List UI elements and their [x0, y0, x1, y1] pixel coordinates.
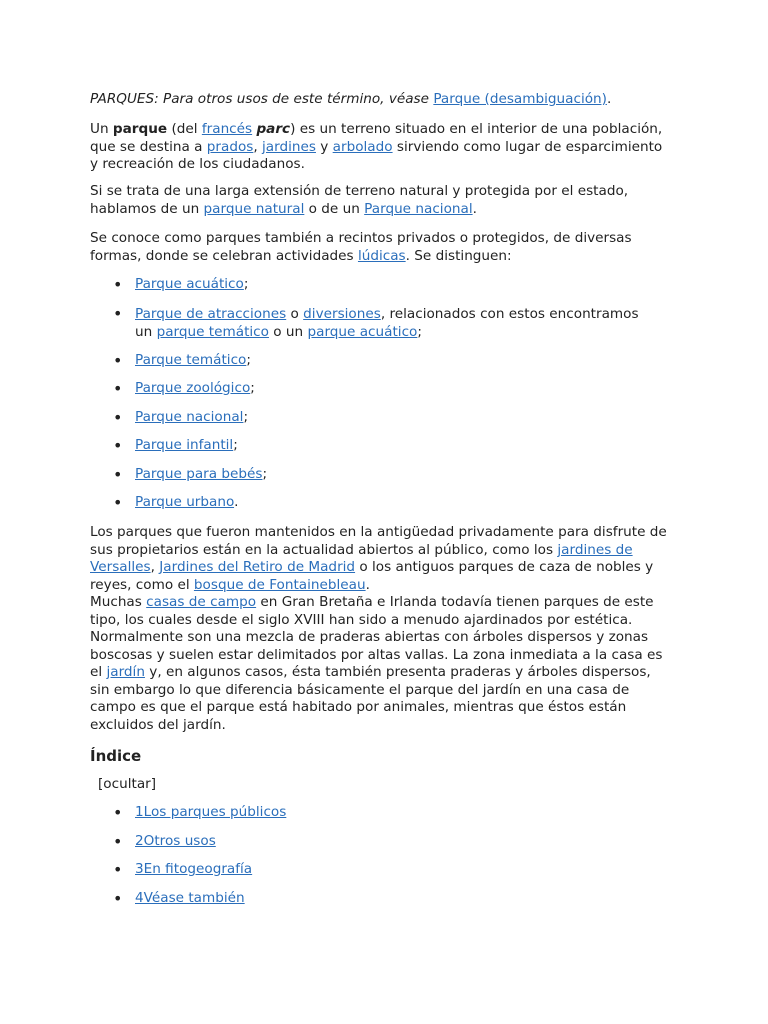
toc-toggle-label: [ocultar] — [98, 776, 157, 792]
text-line: excluidos del jardín. — [90, 716, 226, 733]
link-versalles[interactable]: Versalles — [90, 559, 151, 575]
list-item — [113, 276, 703, 294]
link-parque-natural[interactable]: parque natural — [203, 200, 305, 217]
text: . — [472, 200, 477, 217]
text: ) es un terreno situado en el interior de una población, — [290, 121, 663, 137]
text: reyes, como el — [90, 576, 194, 593]
link-jardines-del-retiro[interactable]: Jardines del Retiro de Madrid — [159, 559, 356, 575]
paragraph-natural — [90, 183, 690, 218]
text-line: boscosas y suelen estar delimitados por altas vallas. La zona inmediata a la casa es — [90, 646, 663, 663]
paragraph-history — [90, 524, 690, 734]
text: en Gran Bretaña e Irlanda todavía tienen parques de este — [256, 594, 654, 610]
link-parque-zoologico[interactable]: Parque zoológico — [135, 380, 251, 396]
link-bosque-de-fontainebleau[interactable]: bosque de Fontainebleau — [193, 576, 366, 593]
text-line: Si se trata de una larga extensión de terreno natural y protegida por el estado, — [90, 183, 629, 199]
toc-heading: Índice — [90, 747, 142, 765]
toc-link-parques-publicos[interactable]: 1Los parques públicos — [135, 804, 287, 820]
link-jardin[interactable]: jardín — [106, 664, 145, 680]
text: Un — [90, 121, 113, 137]
toc-link-fitogeografia[interactable]: 3En fitogeografía — [135, 861, 253, 877]
link-jardines-de-versalles[interactable]: jardines de — [557, 541, 633, 558]
text: o — [286, 305, 304, 322]
link-parque-acuatico-2[interactable]: parque acuático — [307, 323, 418, 340]
link-ludicas[interactable]: lúdicas — [357, 247, 406, 264]
text: . — [365, 576, 370, 593]
text: , — [150, 559, 160, 575]
text: ; — [233, 437, 238, 453]
link-parque-tematico[interactable]: parque temático — [156, 323, 269, 340]
text: que se destina a — [90, 138, 207, 155]
text: y — [315, 138, 333, 155]
paragraph-definition — [90, 121, 690, 174]
toc-list — [113, 804, 703, 907]
toc-item — [113, 804, 703, 822]
link-frances[interactable]: francés — [201, 121, 253, 137]
note-text: PARQUES: Para otros usos de este término, véase — [90, 91, 434, 107]
text: , — [253, 138, 263, 155]
list-item — [113, 352, 703, 370]
link-parque-de-atracciones[interactable]: Parque de atracciones — [135, 305, 287, 322]
text: o un — [268, 323, 308, 340]
text-line: campo es que el parque está habitado por animales, mientras que éstos están — [90, 699, 627, 715]
text: Muchas — [90, 594, 147, 610]
text-line: tipo, los cuales desde el siglo XVIII han sido a menudo ajardinados por estética. — [90, 611, 633, 628]
term-parc: parc — [256, 121, 291, 137]
disambiguation-note — [90, 91, 690, 109]
link-parque-infantil[interactable]: Parque infantil — [135, 437, 234, 453]
text: (del — [167, 121, 202, 137]
text: sus propietarios están en la actualidad abiertos al público, como los — [90, 541, 558, 558]
text: el — [90, 664, 107, 680]
link-parque-nacional[interactable]: Parque nacional — [364, 200, 473, 217]
list-item — [113, 494, 703, 512]
link-parque-nacional-item[interactable]: Parque nacional — [135, 408, 244, 425]
list-item — [113, 380, 703, 398]
text: ; — [243, 276, 249, 292]
link-parque-urbano[interactable]: Parque urbano — [135, 494, 235, 510]
text: sirviendo como lugar de esparcimiento — [392, 138, 663, 155]
text-line: sin embargo lo que diferencia básicamente el parque del jardín en una casa de — [90, 681, 630, 698]
link-parque-acuatico[interactable]: Parque acuático — [135, 276, 244, 292]
text-line: Se conoce como parques también a recintos privados o protegidos, de diversas — [90, 230, 632, 246]
text: ; — [250, 380, 255, 396]
text-line: Normalmente son una mezcla de praderas abiertas con árboles dispersos y zonas — [90, 629, 649, 645]
text: ; — [243, 408, 249, 425]
text: hablamos de un — [90, 200, 204, 217]
term-parque: parque — [112, 121, 168, 137]
text: o de un — [304, 200, 365, 217]
text: . — [234, 494, 239, 510]
text-line: y recreación de los ciudadanos. — [90, 156, 305, 172]
text: ; — [417, 323, 422, 340]
link-parque-desambiguacion[interactable]: Parque (desambiguación) — [433, 91, 607, 107]
note-suffix: . — [606, 91, 612, 107]
text: y, en algunos casos, ésta también presenta praderas y árboles dispersos, — [144, 664, 651, 680]
toc-toggle[interactable] — [98, 776, 156, 792]
toc-item — [113, 890, 703, 908]
toc-item — [113, 833, 703, 851]
list-item — [113, 305, 703, 341]
text: , relacionados con estos encontramos — [380, 305, 639, 322]
text: o los antiguos parques de caza de nobles y — [355, 559, 654, 575]
link-jardines[interactable]: jardines — [262, 138, 316, 155]
link-parque-para-bebes[interactable]: Parque para bebés — [135, 465, 263, 482]
link-diversiones[interactable]: diversiones — [303, 305, 381, 322]
paragraph-private — [90, 230, 690, 265]
text: ; — [246, 351, 251, 368]
toc-link-vease-tambien[interactable]: 4Véase también — [135, 889, 245, 906]
text-line: Los parques que fueron mantenidos en la antigüedad privadamente para disfrute de — [90, 524, 667, 540]
toc-link-otros-usos[interactable]: 2Otros usos — [135, 832, 216, 849]
toc-item — [113, 861, 703, 879]
text: ; — [262, 465, 268, 482]
link-prados[interactable]: prados — [206, 138, 254, 155]
park-types-list — [113, 276, 703, 512]
text: . Se distinguen: — [405, 247, 512, 264]
text: un — [135, 323, 157, 340]
list-item — [113, 409, 703, 427]
list-item — [113, 437, 703, 455]
list-item — [113, 466, 703, 484]
link-casas-de-campo[interactable]: casas de campo — [146, 594, 257, 610]
link-arbolado[interactable]: arbolado — [332, 138, 393, 155]
text: formas, donde se celebran actividades — [90, 247, 358, 264]
link-parque-tematico-item[interactable]: Parque temático — [135, 351, 247, 368]
